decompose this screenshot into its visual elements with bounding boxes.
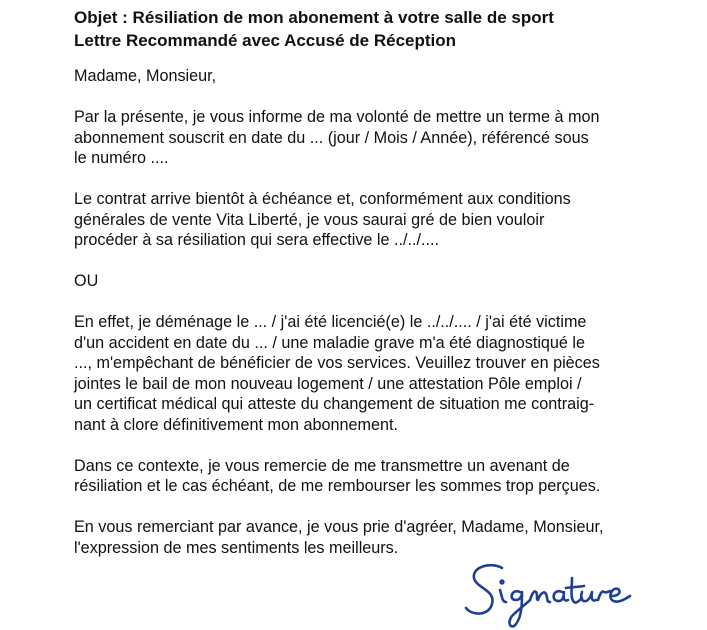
paragraph-line: un certificat médical qui atteste du changement de situation me contraig- (74, 395, 595, 413)
letter-page (74, 6, 664, 579)
paragraph-line: Par la présente, je vous informe de ma volonté de mettre un terme à mon (74, 108, 600, 126)
paragraph-line: d'un accident en date du ... / une maladie grave m'a été diagnostiqué le (74, 333, 586, 352)
paragraph-line: En effet, je déménage le ... / j'ai été licencié(e) le ../../.... / j'ai été victime (74, 313, 587, 331)
salutation (74, 66, 664, 87)
paragraph-line: nant à clore définitivement mon abonnement. (74, 415, 398, 434)
paragraph-line: ..., m'empêchant de bénéficier de vos services. Veuillez trouver en pièces (74, 354, 600, 372)
letter-subject (74, 6, 664, 52)
salutation-text: Madame, Monsieur, (74, 67, 217, 85)
paragraph-line: résiliation et le cas échéant, de me rembourser les sommes trop perçues. (74, 477, 601, 495)
paragraph-intro (74, 107, 664, 169)
paragraph-contract (74, 189, 664, 251)
letter-body (74, 66, 664, 558)
subject-line: Lettre Recommandé avec Accusé de Réception (74, 31, 457, 50)
paragraph-line: l'expression de mes sentiments les meilleurs. (74, 538, 399, 557)
paragraph-line: Le contrat arrive bientôt à échéance et, conformément aux conditions (74, 190, 571, 208)
paragraph-line: OU (74, 272, 99, 290)
paragraph-closing (74, 517, 664, 558)
paragraph-reason (74, 312, 664, 435)
paragraph-line: En vous remerciant par avance, je vous prie d'agréer, Madame, Monsieur, (74, 518, 604, 536)
paragraph-line: procéder à sa résiliation qui sera effective le ../../.... (74, 231, 440, 249)
paragraph-request (74, 456, 664, 497)
subject-line: Objet : Résiliation de mon abonement à votre salle de sport (74, 8, 554, 27)
signature-handwritten (462, 560, 642, 630)
paragraph-line: générales de vente Vita Liberté, je vous saurai gré de bien vouloir (74, 210, 545, 229)
paragraph-line: abonnement souscrit en date du ... (jour / Mois / Année), référencé sous (74, 128, 589, 147)
paragraph-line: Dans ce contexte, je vous remercie de me transmettre un avenant de (74, 456, 570, 475)
paragraph-line: jointes le bail de mon nouveau logement / une attestation Pôle emploi / (74, 374, 582, 393)
paragraph-line: le numéro .... (74, 149, 169, 167)
paragraph-or (74, 271, 664, 292)
